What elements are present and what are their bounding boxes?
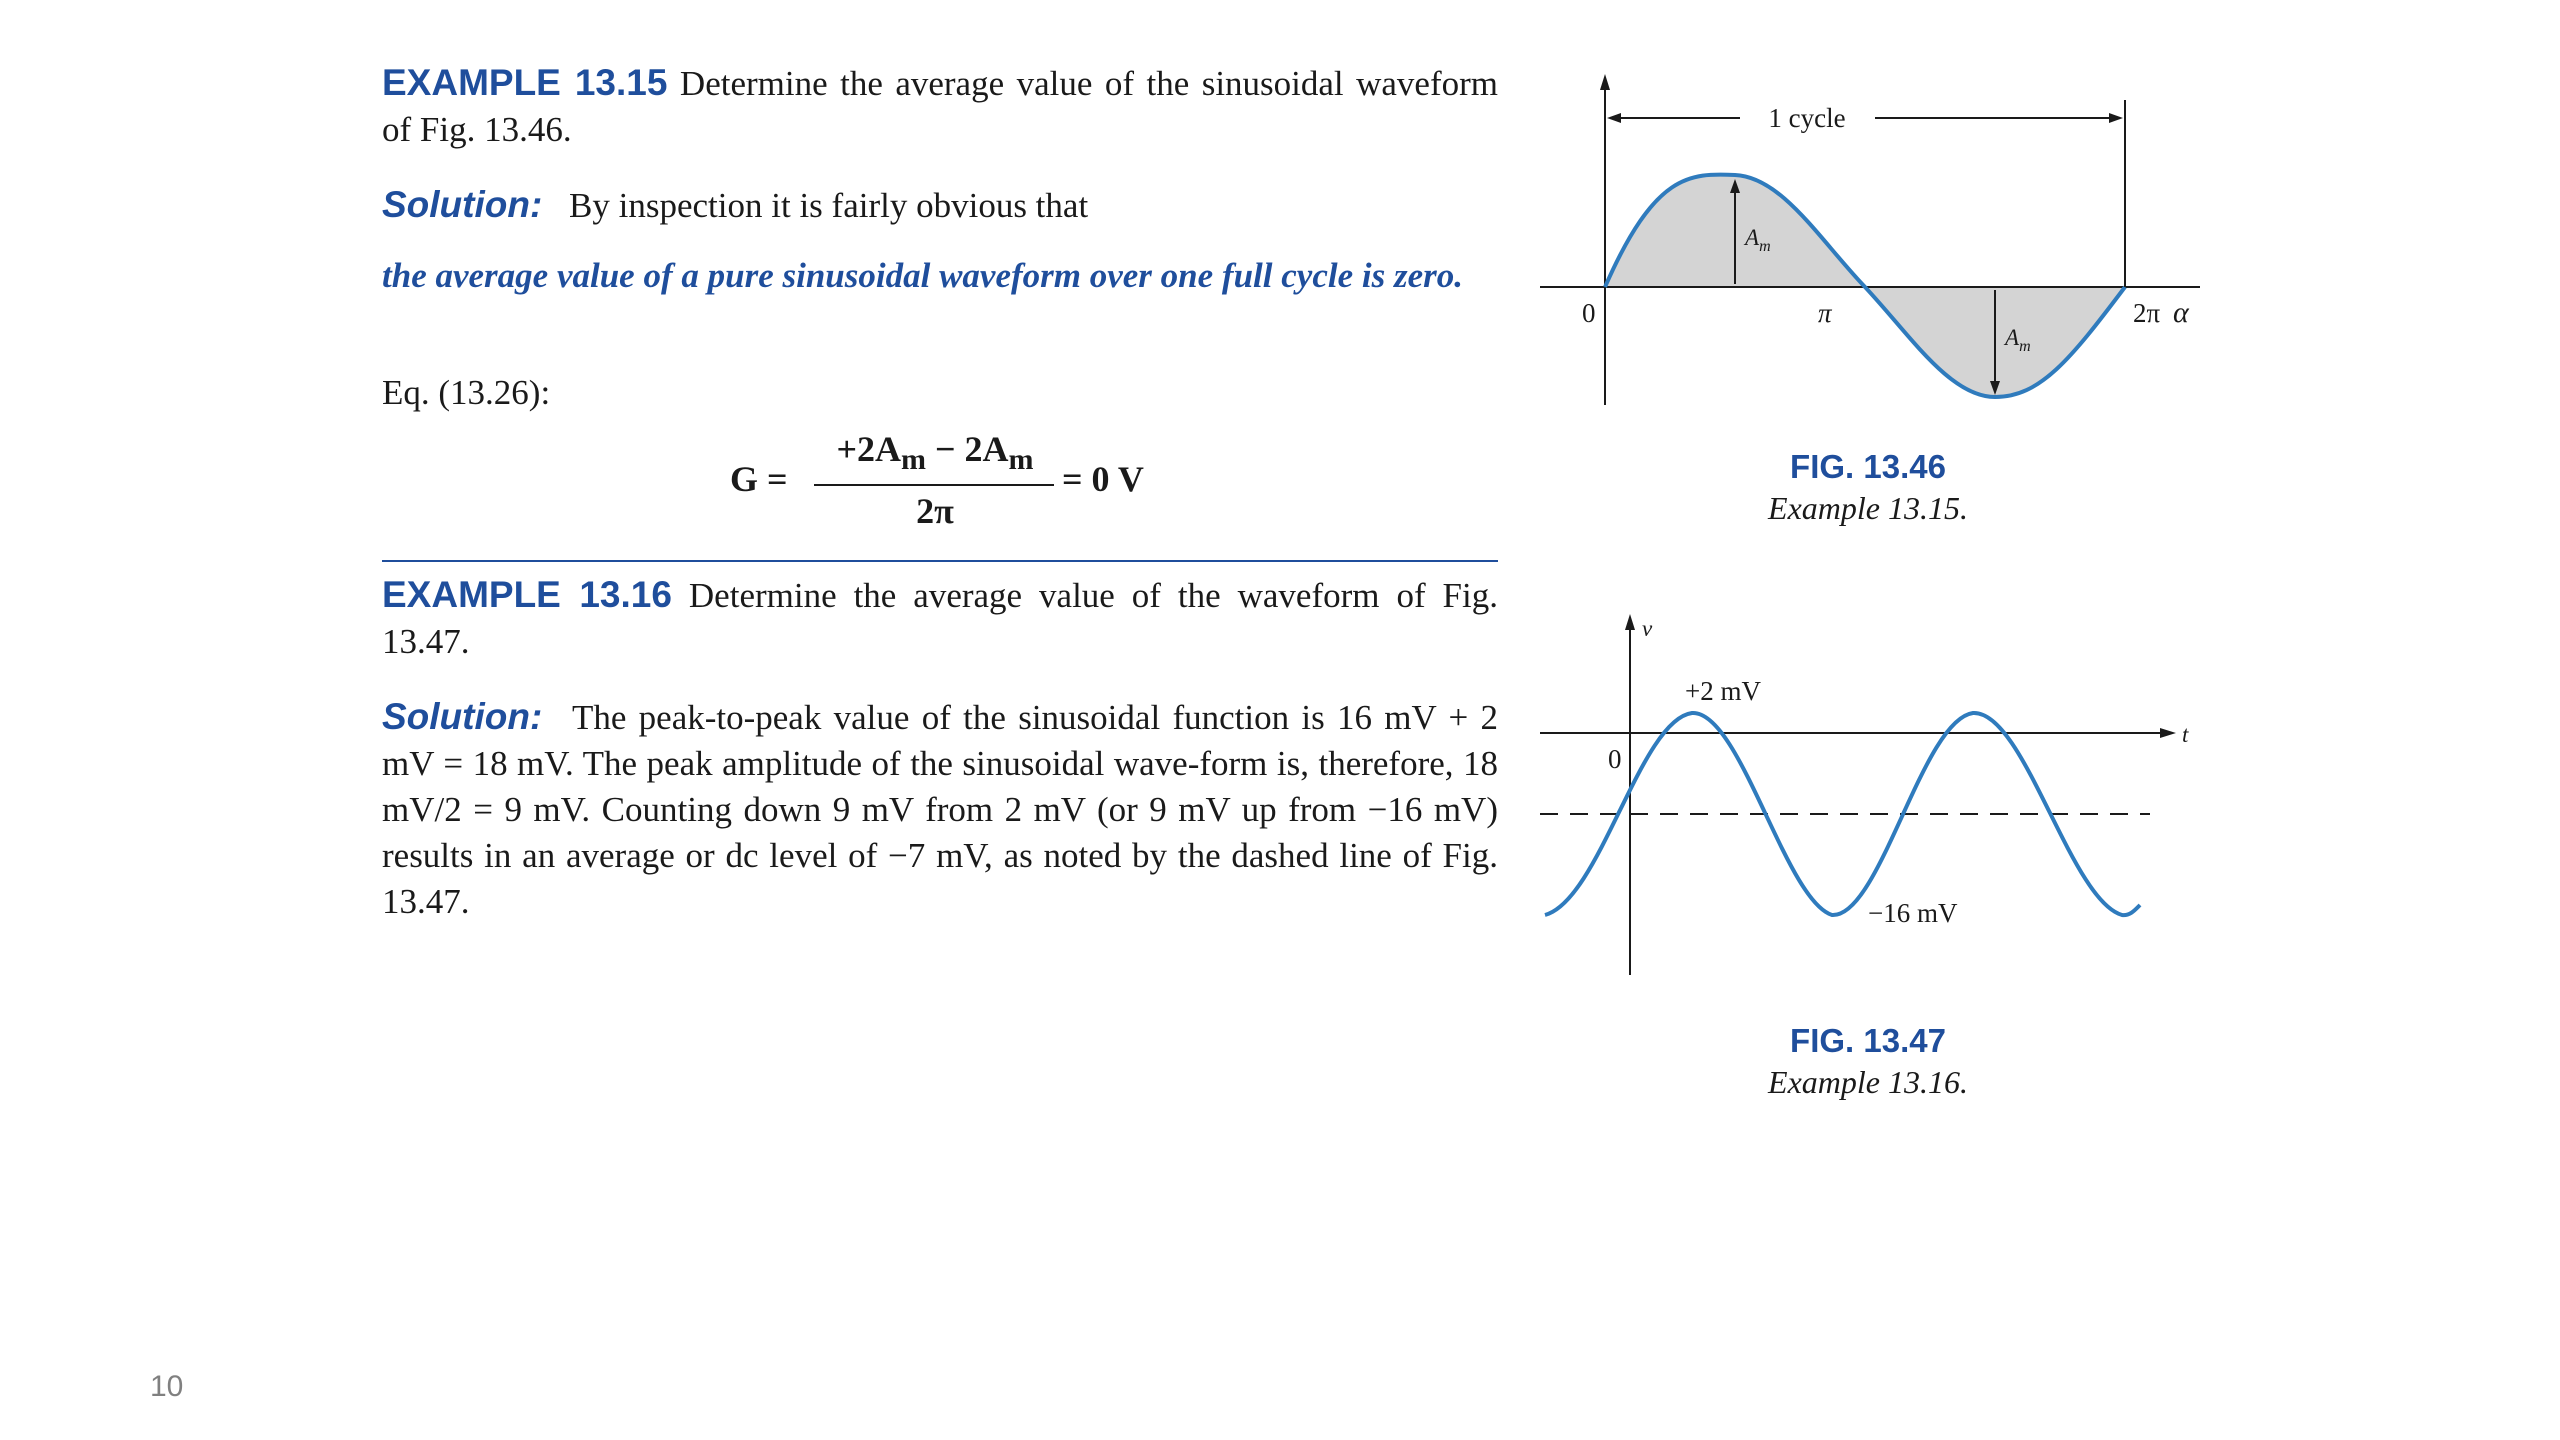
equation-fraction-bar	[814, 484, 1054, 486]
section-divider	[382, 560, 1498, 562]
fig47-peak-label: +2 mV	[1685, 676, 1761, 706]
equation-numerator	[820, 428, 1050, 477]
example-13-15-heading: EXAMPLE 13.15	[382, 62, 668, 103]
fig47-t-label: t	[2182, 722, 2189, 747]
equation-denominator: 2π	[916, 491, 954, 531]
fig46-two-pi-label: 2π	[2133, 298, 2161, 328]
fig46-origin-label: 0	[1582, 298, 1596, 328]
fig46-pi-label: π	[1818, 298, 1832, 328]
eq-num-sub-a: m	[901, 443, 926, 477]
fig46-amp-sub-b: m	[2019, 338, 2031, 355]
example-13-15-question	[382, 60, 1498, 153]
fig47-caption: Example 13.16.	[1768, 1064, 1968, 1100]
example-13-15-eq-ref: Eq. (13.26):	[382, 373, 551, 412]
example-13-16-heading: EXAMPLE 13.16	[382, 574, 672, 615]
example-13-15-emphasis: the average value of a pure sinusoidal waveform over one full cycle is zero.	[382, 256, 1463, 295]
fig46-title: FIG. 13.46	[1790, 448, 1946, 485]
figure-13-47-waveform	[1530, 600, 2210, 1000]
fig47-origin-label: 0	[1608, 744, 1622, 774]
equation-lhs: G =	[730, 459, 788, 499]
eq-num-a: +2A	[836, 429, 901, 469]
fig46-caption: Example 13.15.	[1768, 490, 1968, 526]
example-13-16-question-text: Determine the average value of the waveform of Fig. 13.47.	[382, 576, 1498, 661]
eq-num-sub-b: m	[1008, 443, 1034, 477]
eq-num-b: − 2A	[926, 429, 1009, 469]
fig47-title: FIG. 13.47	[1790, 1022, 1946, 1059]
example-13-16-solution-label: Solution:	[382, 696, 543, 737]
fig46-amp-b: A	[2005, 325, 2020, 350]
equation-rhs: = 0 V	[1062, 459, 1144, 499]
fig47-x-arrow	[2160, 728, 2176, 738]
fig46-cycle-arrow-left	[1607, 113, 1621, 123]
example-13-16-solution-text: The peak-to-peak value of the sinusoidal function is 16 mV + 2 mV = 18 mV. The peak amplitude of the sinusoidal wave-form is, therefore, 18 mV/2 = 9 mV. Counting down 9 mV from 2 mV (or 9 mV up from −16 mV) results in an average or dc level of −7 mV, as noted by the dashed line of Fig. 13.47.	[382, 698, 1498, 921]
fig46-amp-sub: m	[1759, 238, 1771, 255]
fig46-cycle-label: 1 cycle	[1768, 103, 1846, 133]
equation-average	[730, 428, 1190, 538]
example-13-16-solution	[382, 694, 1498, 925]
fig46-amp-a: A	[1745, 225, 1760, 250]
fig47-y-arrow	[1625, 614, 1635, 630]
example-13-15-solution-label: Solution:	[382, 184, 543, 225]
fig47-trough-label: −16 mV	[1868, 898, 1958, 928]
fig46-cycle-arrow-right	[2109, 113, 2123, 123]
fig46-y-arrow	[1600, 74, 1610, 90]
example-13-15-question-text: Determine the average value of the sinusoidal waveform of Fig. 13.46.	[382, 64, 1498, 149]
example-13-15-solution-text: By inspection it is fairly obvious that	[569, 186, 1089, 225]
example-13-15-solution	[382, 182, 1498, 229]
fig46-alpha-label: α	[2173, 296, 2189, 329]
figure-13-46-waveform	[1530, 60, 2210, 420]
example-13-16-question	[382, 572, 1498, 665]
fig47-v-label: v	[1642, 616, 1653, 641]
page-number: 10	[150, 1370, 184, 1403]
